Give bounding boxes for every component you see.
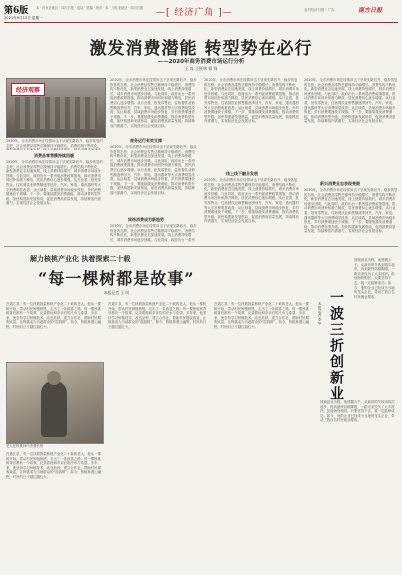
side-col-1: 回顾创业历程，他感慨万千。从最初的失败到再次起步，再到最终站稳脚跟，一路走来经历了太多波折。但他始终相信，只要坚持下去，就一定能够成功。如今，他的企业已经成为当地的龙头企业，带动了数百名村民就业增收。 [354,258,395,299]
feature-byline: 本报记者 王 明 [104,290,130,295]
section-divider [4,246,398,247]
person-silhouette [41,381,67,437]
lead-title: 激发消费潜能 转型势在必行 [89,39,313,59]
feature-col-3: 在通江县，有一位执着探索核桃产业化二十载的老人。他从一棵树开始，带动村民种植核桃，走出了一条致富之路。每一棵核桃树背后都有一个故事，记录着他和乡亲们的汗水与希望。多年来，他坚持学习种植技术，改良品种，建立合作社，帮助村民增收致富，让核桃成为当地群众的“摇钱树”。如今，核桃林漫山遍野，村民的日子越过越红火。 [214,302,310,329]
section-name: 经济广角 [174,8,215,18]
lead-subhead-2: 商务运行有效支撑 [130,138,162,143]
lead-col-1: 2020年，全市消费市场在疫情冲击下呈现先降后升、稳步恢复的态势，社会消费品零售总额保持平稳增长。消费结构不断优化，新型消费业态加速发展，线上消费持续增长，城乡消费市场逐步回暖。与此同时，政府出台一系列促消费政策措施，推动消费市场回补和潜力释放，居民消费信心逐步增强。从行业看，批发零售业、住宿餐饮业销售额逐季回升，汽车、家电、通讯器材等大宗消费明显改善；从区域看，县域消费市场稳步恢复，乡村消费增速快于城镇。下一步，要继续激发消费潜能，推动消费转型升级，加快构建新发展格局，促进消费高质量发展，持续释放内需潜力，实现经济社会发展目标。 [6,160,103,206]
lead-subhead-3: 网络消费成为新趋势 [128,217,164,222]
side-story [318,250,398,572]
feature-photo [6,362,104,444]
masthead-note: 农村经济日报 · 广告 [304,8,335,12]
side-col-2: 回顾创业历程，他感慨万千。从最初的失败到再次起步，再到最终站稳脚跟，一路走来经历了太多波折。但他始终相信，只要坚持下去，就一定能够成功。如今，他的企业已经成为当地的龙头企业，带动了数百名村民就业增收。 [320,400,395,423]
page-header [4,3,398,27]
date-line: 2021年9月13日 星期一 [4,16,43,20]
lead-photo [6,78,106,138]
lead-col-4: 2020年，全市消费市场在疫情冲击下呈现先降后升、稳步恢复的态势，社会消费品零售总额保持平稳增长。消费结构不断优化，新型消费业态加速发展，线上消费持续增长，城乡消费市场逐步回暖。与此同时，政府出台一系列促消费政策措施，推动消费市场回补和潜力释放，居民消费信心逐步增强。从行业看，批发零售业、住宿餐饮业销售额逐季回升，汽车、家电、通讯器材等大宗消费明显改善；从区域看，县域消费市场稳步恢复，乡村消费增速快于城镇。下一步，要继续激发消费潜能，推动消费转型升级，加快构建新发展格局，促进消费高质量发展，持续释放内需潜力，实现经济社会发展目标。 [304,78,398,124]
lead-col-2: 2020年，全市消费市场在疫情冲击下呈现先降后升、稳步恢复的态势，社会消费品零售总额保持平稳增长。消费结构不断优化，新型消费业态加速发展，线上消费持续增长，城乡消费市场逐步回暖。与此同时，政府出台一系列促消费政策措施，推动消费市场回补和潜力释放，居民消费信心逐步增强。从行业看，批发零售业、住宿餐饮业销售额逐季回升，汽车、家电、通讯器材等大宗消费明显改善；从区域看，县域消费市场稳步恢复，乡村消费增速快于城镇。下一步，要继续激发消费潜能，推动消费转型升级，加快构建新发展格局，促进消费高质量发展，持续释放内需潜力，实现经济社会发展目标。 [110,78,197,128]
feature-title-small: 解力核桃产业化 执着探索二十载 [30,254,131,263]
lead-photo-caption: 2020年，全市消费市场在疫情冲击下呈现先降后升、稳步恢复的态势，社会消费品零售总额保持平稳增长。消费结构不断优化， [6,139,103,148]
lead-subhead-5: 新兴消费业态表现亮眼 [320,181,360,186]
lead-byline: 王 涛 王跃林 曹 锋 [184,66,218,71]
lead-col-2b: 2020年，全市消费市场在疫情冲击下呈现先降后升、稳步恢复的态势，社会消费品零售总额保持平稳增长。消费结构不断优化，新型消费业态加速发展，线上消费持续增长，城乡消费市场逐步回暖。与此同时，政府出台一系列促消费政策措施，推动消费市场回补和潜力释放，居民消费信心逐步增强。从行业看，批发零售业、住宿餐饮业销售额逐季回升，汽车、家电、通讯器材等大宗消费明显改善；从区域看，县域消费市场稳步恢复，乡村消费增速快于城镇。下一步，要继续激发消费潜能，推动消费转型升级，加快构建新发展格局，促进消费高质量发展，持续释放内需潜力，实现经济社会发展目标。 [110,145,197,195]
header-rule [4,22,398,23]
side-title: 一波三折创新业 [328,290,344,402]
section-title: —[ 经济广角 ]— [156,8,233,18]
feature-title-big: “每一棵树都是故事” [38,269,195,288]
lead-subhead-1: 消费品零售额持续回暖 [34,153,74,158]
page-number: 第6版 [4,6,29,16]
feature-story [4,250,314,572]
lead-story [4,26,398,244]
lead-col-4b: 2020年，全市消费市场在疫情冲击下呈现先降后升、稳步恢复的态势，社会消费品零售总额保持平稳增长。消费结构不断优化，新型消费业态加速发展，线上消费持续增长，城乡消费市场逐步回暖。与此同时，政府出台一系列促消费政策措施，推动消费市场回补和潜力释放，居民消费信心逐步增强。从行业看，批发零售业、住宿餐饮业销售额逐季回升，汽车、家电、通讯器材等大宗消费明显改善；从区域看，县域消费市场稳步恢复，乡村消费增速快于城镇。下一步，要继续激发消费潜能，推动消费转型升级，加快构建新发展格局，促进消费高质量发展，持续释放内需潜力，实现经济社会发展目标。 [304,188,398,234]
photo-badge: 经济观察 [11,83,45,96]
lead-subhead-4: 线上线下融合发展 [226,171,258,176]
feature-col-1: 在通江县，有一位执着探索核桃产业化二十载的老人。他从一棵树开始，带动村民种植核桃，走出了一条致富之路。每一棵核桃树背后都有一个故事，记录着他和乡亲们的汗水与希望。多年来，他坚持学习种植技术，改良品种，建立合作社，帮助村民增收致富，让核桃成为当地群众的“摇钱树”。如今，核桃林漫山遍野，村民的日子越过越红火。 [6,302,102,329]
lead-col-2c: 2020年，全市消费市场在疫情冲击下呈现先降后升、稳步恢复的态势，社会消费品零售总额保持平稳增长。消费结构不断优化，新型消费业态加速发展，线上消费持续增长，城乡消费市场逐步回暖。与此同时，政府出台一系列 [110,224,197,242]
masthead-logo: 南方日报 [358,7,383,14]
feature-col-1b: 在通江县，有一位执着探索核桃产业化二十载的老人。他从一棵树开始，带动村民种植核桃，走出了一条致富之路。每一棵核桃树背后都有一个故事，记录着他和乡亲们的汗水与希望。多年来，他坚持学习种植技术，改良品种，建立合作社，帮助村民增收致富，让核桃成为当地群众的“摇钱树”。如今，核桃林漫山遍野，村民的日子越过越红火。 [6,452,102,479]
lead-col-3: 2020年，全市消费市场在疫情冲击下呈现先降后升、稳步恢复的态势，社会消费品零售总额保持平稳增长。消费结构不断优化，新型消费业态加速发展，线上消费持续增长，城乡消费市场逐步回暖。与此同时，政府出台一系列促消费政策措施，推动消费市场回补和潜力释放，居民消费信心逐步增强。从行业看，批发零售业、住宿餐饮业销售额逐季回升，汽车、家电、通讯器材等大宗消费明显改善；从区域看，县域消费市场稳步恢复，乡村消费增速快于城镇。下一步，要继续激发消费潜能，推动消费转型升级，加快构建新发展格局，促进消费高质量发展，持续释放内需潜力，实现经济社会发展目标。 [204,78,299,124]
lead-col-3b: 2020年，全市消费市场在疫情冲击下呈现先降后升、稳步恢复的态势，社会消费品零售总额保持平稳增长。消费结构不断优化，新型消费业态加速发展，线上消费持续增长，城乡消费市场逐步回暖。与此同时，政府出台一系列促消费政策措施，推动消费市场回补和潜力释放，居民消费信心逐步增强。从行业看，批发零售业、住宿餐饮业销售额逐季回升，汽车、家电、通讯器材等大宗消费明显改善；从区域看，县域消费市场稳步恢复，乡村消费增速快于城镇。下一步，要继续激发消费潜能，推动消费转型升级，加快构建新发展格局，促进消费高质量发展，持续释放内需潜力，实现经济社会发展目标。 [204,178,299,224]
lead-subtitle: ——2020年商务消费市场运行分析 [157,59,245,65]
feature-photo-caption: 老人在核桃林中查看长势 [6,444,44,448]
side-byline: 本报记者 李华 [318,302,322,325]
feature-col-2: 在通江县，有一位执着探索核桃产业化二十载的老人。他从一棵树开始，带动村民种植核桃，走出了一条致富之路。每一棵核桃树背后都有一个故事，记录着他和乡亲们的汗水与希望。多年来，他坚持学习种植技术，改良品种，建立合作社，帮助村民增收致富，让核桃成为当地群众的“摇钱树”。如今，核桃林漫山遍野，村民的日子越过越红火。 [108,302,207,329]
issue-info: 本 · 川东北地区 · 四川日报 · 电话 · 美编 · 校对 · 本 · 川东北地区 · 四川日报 [36,6,144,10]
